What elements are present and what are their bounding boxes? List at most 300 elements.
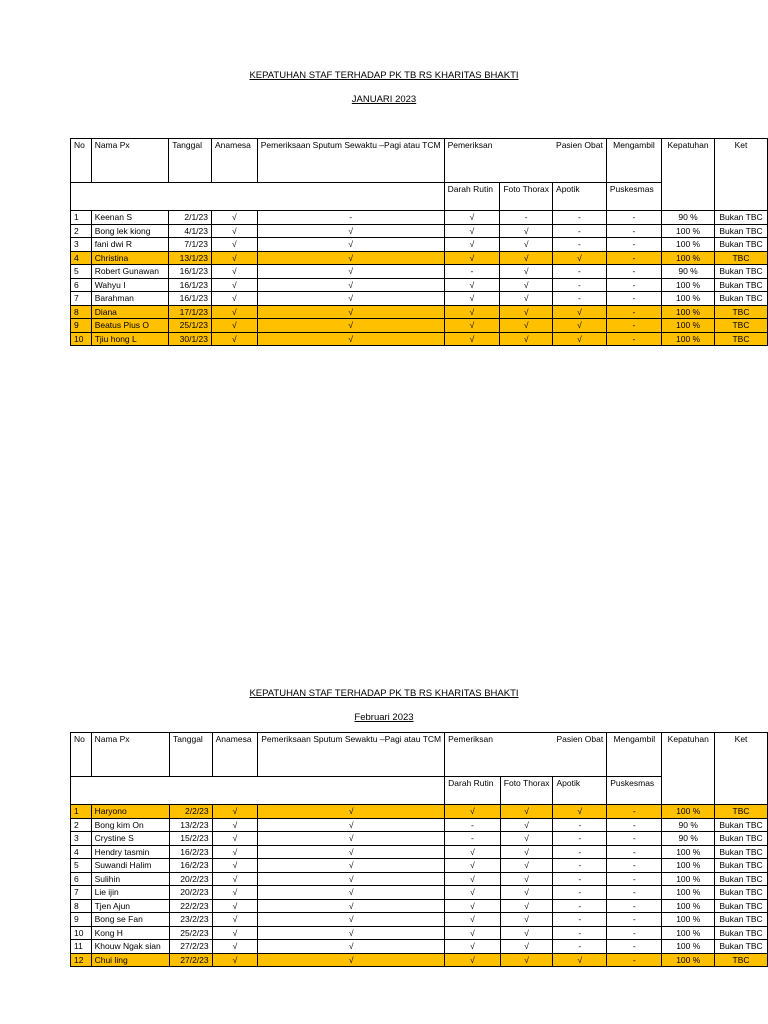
cell-nama: Crystine S (91, 832, 169, 846)
cell-no: 3 (71, 832, 92, 846)
cell-puskesmas: - (607, 940, 662, 954)
cell-nama: Christina (91, 251, 169, 265)
cell-no: 9 (71, 319, 92, 333)
header-no: No (71, 733, 92, 777)
header-mengambil: Mengambil (607, 733, 662, 777)
cell-darah-rutin: √ (444, 332, 500, 346)
cell-tanggal: 13/1/23 (169, 251, 212, 265)
cell-sputum: √ (258, 913, 445, 927)
cell-nama: Hendry tasmin (91, 845, 169, 859)
cell-puskesmas: - (607, 899, 662, 913)
section-1-title: KEPATUHAN STAF TERHADAP PK TB RS KHARITAS BHAKTI (249, 70, 519, 81)
header-anamesa: Anamesa (212, 139, 258, 183)
cell-kepatuhan: 90 % (662, 818, 715, 832)
cell-ket: Bukan TBC (714, 224, 767, 238)
cell-darah-rutin: √ (444, 278, 500, 292)
cell-anamesa: √ (212, 805, 258, 819)
cell-apotik: √ (553, 305, 607, 319)
cell-anamesa: √ (212, 872, 258, 886)
cell-darah-rutin: √ (445, 805, 501, 819)
cell-anamesa: √ (212, 886, 258, 900)
cell-no: 4 (71, 251, 92, 265)
cell-no: 5 (71, 859, 92, 873)
cell-tanggal: 27/2/23 (170, 940, 213, 954)
header-no: No (71, 139, 92, 183)
cell-kepatuhan: 100 % (662, 805, 715, 819)
cell-darah-rutin: √ (445, 926, 501, 940)
cell-anamesa: √ (212, 278, 258, 292)
cell-puskesmas: - (606, 319, 661, 333)
cell-kepatuhan: 100 % (662, 292, 715, 306)
cell-darah-rutin: √ (445, 899, 501, 913)
cell-nama: Suwandi Halim (91, 859, 169, 873)
table-row (71, 319, 768, 333)
header-sputum: Pemeriksaan Sputum Sewaktu –Pagi atau TCM (258, 733, 445, 777)
cell-ket: Bukan TBC (714, 292, 767, 306)
cell-no: 12 (71, 953, 92, 967)
cell-apotik: - (553, 926, 607, 940)
cell-tanggal: 20/2/23 (170, 886, 213, 900)
table-row (71, 832, 768, 846)
cell-kepatuhan: 100 % (662, 332, 715, 346)
cell-darah-rutin: √ (444, 238, 500, 252)
section-2-table (70, 732, 768, 967)
cell-apotik: - (553, 224, 607, 238)
cell-tanggal: 2/2/23 (170, 805, 213, 819)
cell-anamesa: √ (212, 224, 258, 238)
header-blank (71, 183, 445, 211)
table-row (71, 818, 768, 832)
cell-no: 8 (71, 899, 92, 913)
table-row (71, 332, 768, 346)
header-puskesmas: Puskesmas (606, 183, 661, 211)
cell-apotik: - (553, 886, 607, 900)
cell-tanggal: 25/1/23 (169, 319, 212, 333)
cell-puskesmas: - (607, 872, 662, 886)
cell-apotik: - (553, 832, 607, 846)
header-kepatuhan: Kepatuhan (662, 733, 715, 805)
cell-darah-rutin: √ (444, 305, 500, 319)
cell-kepatuhan: 100 % (662, 224, 715, 238)
cell-puskesmas: - (607, 845, 662, 859)
cell-foto-thorax: √ (500, 940, 553, 954)
cell-anamesa: √ (212, 211, 258, 225)
cell-foto-thorax: √ (500, 913, 553, 927)
cell-nama: Bong lek kiong (91, 224, 169, 238)
cell-nama: Bong se Fan (91, 913, 169, 927)
header-foto-thorax: Foto Thorax (500, 777, 553, 805)
cell-anamesa: √ (212, 319, 258, 333)
cell-apotik: - (553, 913, 607, 927)
header-apotik: Apotik (553, 183, 607, 211)
cell-anamesa: √ (212, 238, 258, 252)
cell-tanggal: 15/2/23 (170, 832, 213, 846)
section-1-table (70, 138, 768, 346)
header-foto-thorax: Foto Thorax (500, 183, 553, 211)
cell-puskesmas: - (607, 832, 662, 846)
cell-tanggal: 7/1/23 (169, 238, 212, 252)
cell-apotik: √ (553, 332, 607, 346)
table-row (71, 265, 768, 279)
table-row (71, 251, 768, 265)
cell-anamesa: √ (212, 265, 258, 279)
cell-kepatuhan: 100 % (662, 859, 715, 873)
table-row (71, 940, 768, 954)
cell-kepatuhan: 90 % (662, 832, 715, 846)
cell-apotik: - (553, 292, 607, 306)
table-row (71, 211, 768, 225)
cell-kepatuhan: 90 % (662, 265, 715, 279)
cell-sputum: √ (258, 886, 445, 900)
cell-kepatuhan: 100 % (662, 940, 715, 954)
cell-nama: Wahyu I (91, 278, 169, 292)
cell-ket: TBC (714, 305, 767, 319)
cell-ket: Bukan TBC (715, 845, 768, 859)
cell-puskesmas: - (607, 953, 662, 967)
cell-ket: Bukan TBC (714, 238, 767, 252)
cell-foto-thorax: √ (500, 805, 553, 819)
cell-nama: Beatus Pius O (91, 319, 169, 333)
cell-foto-thorax: √ (500, 818, 553, 832)
cell-anamesa: √ (212, 859, 258, 873)
cell-ket: TBC (715, 805, 768, 819)
table-row (71, 913, 768, 927)
cell-sputum: √ (257, 238, 444, 252)
cell-apotik: √ (553, 251, 607, 265)
cell-no: 1 (71, 805, 92, 819)
cell-apotik: √ (553, 319, 607, 333)
header-kepatuhan: Kepatuhan (662, 139, 715, 211)
cell-darah-rutin: √ (445, 940, 501, 954)
cell-darah-rutin: √ (445, 913, 501, 927)
cell-sputum: √ (257, 224, 444, 238)
header-sputum: Pemeriksaan Sputum Sewaktu –Pagi atau TCM (257, 139, 444, 183)
cell-tanggal: 27/2/23 (170, 953, 213, 967)
cell-apotik: - (553, 818, 607, 832)
cell-tanggal: 16/2/23 (170, 859, 213, 873)
table-row (71, 872, 768, 886)
cell-apotik: - (553, 940, 607, 954)
cell-nama: Barahman (91, 292, 169, 306)
cell-puskesmas: - (606, 292, 661, 306)
cell-nama: Tjiu hong L (91, 332, 169, 346)
cell-no: 7 (71, 886, 92, 900)
cell-sputum: √ (258, 872, 445, 886)
cell-no: 7 (71, 292, 92, 306)
cell-nama: Chui ling (91, 953, 169, 967)
cell-no: 5 (71, 265, 92, 279)
header-pemeriksan: Pemeriksan (445, 733, 553, 777)
cell-puskesmas: - (606, 251, 661, 265)
cell-darah-rutin: √ (445, 886, 501, 900)
cell-no: 2 (71, 224, 92, 238)
section-2-title: KEPATUHAN STAF TERHADAP PK TB RS KHARITAS BHAKTI (249, 688, 519, 699)
cell-ket: Bukan TBC (714, 211, 767, 225)
cell-anamesa: √ (212, 940, 258, 954)
cell-puskesmas: - (607, 859, 662, 873)
cell-puskesmas: - (606, 332, 661, 346)
cell-no: 2 (71, 818, 92, 832)
cell-darah-rutin: √ (444, 211, 500, 225)
cell-darah-rutin: √ (445, 953, 501, 967)
cell-sputum: √ (258, 818, 445, 832)
header-puskesmas: Puskesmas (607, 777, 662, 805)
cell-sputum: √ (258, 832, 445, 846)
table-row (71, 899, 768, 913)
cell-foto-thorax: √ (500, 872, 553, 886)
cell-nama: fani dwi R (91, 238, 169, 252)
cell-puskesmas: - (606, 224, 661, 238)
cell-no: 10 (71, 332, 92, 346)
cell-kepatuhan: 100 % (662, 305, 715, 319)
header-nama: Nama Px (91, 733, 169, 777)
cell-anamesa: √ (212, 818, 258, 832)
cell-tanggal: 23/2/23 (170, 913, 213, 927)
table-row (71, 859, 768, 873)
cell-anamesa: √ (212, 251, 258, 265)
header-darah-rutin: Darah Rutin (445, 777, 501, 805)
header-anamesa: Anamesa (212, 733, 258, 777)
cell-nama: Diana (91, 305, 169, 319)
header-mengambil: Mengambil (606, 139, 661, 183)
cell-apotik: √ (553, 805, 607, 819)
cell-anamesa: √ (212, 292, 258, 306)
cell-sputum: √ (257, 305, 444, 319)
cell-kepatuhan: 100 % (662, 926, 715, 940)
table-row (71, 305, 768, 319)
cell-anamesa: √ (212, 845, 258, 859)
cell-no: 1 (71, 211, 92, 225)
cell-foto-thorax: - (500, 211, 553, 225)
cell-kepatuhan: 100 % (662, 886, 715, 900)
header-ket: Ket (715, 733, 768, 805)
cell-nama: Bong kim On (91, 818, 169, 832)
section-1-month: JANUARI 2023 (351, 94, 417, 105)
header-ket: Ket (714, 139, 767, 211)
table-row (71, 278, 768, 292)
cell-sputum: √ (257, 319, 444, 333)
cell-ket: Bukan TBC (715, 818, 768, 832)
cell-foto-thorax: √ (500, 251, 553, 265)
cell-anamesa: √ (212, 332, 258, 346)
cell-sputum: √ (257, 332, 444, 346)
cell-nama: Haryono (91, 805, 169, 819)
cell-kepatuhan: 100 % (662, 278, 715, 292)
cell-foto-thorax: √ (500, 319, 553, 333)
cell-apotik: - (553, 211, 607, 225)
table-row (71, 805, 768, 819)
header-tanggal: Tanggal (170, 733, 213, 777)
table-row (71, 953, 768, 967)
cell-sputum: √ (258, 953, 445, 967)
cell-sputum: √ (257, 251, 444, 265)
cell-no: 6 (71, 278, 92, 292)
cell-apotik: - (553, 238, 607, 252)
cell-tanggal: 30/1/23 (169, 332, 212, 346)
cell-no: 8 (71, 305, 92, 319)
cell-puskesmas: - (606, 265, 661, 279)
cell-darah-rutin: √ (445, 872, 501, 886)
cell-darah-rutin: √ (445, 845, 501, 859)
cell-foto-thorax: √ (500, 238, 553, 252)
cell-ket: TBC (714, 319, 767, 333)
header-tanggal: Tanggal (169, 139, 212, 183)
cell-foto-thorax: √ (500, 292, 553, 306)
cell-anamesa: √ (212, 926, 258, 940)
cell-darah-rutin: √ (444, 319, 500, 333)
cell-puskesmas: - (607, 926, 662, 940)
cell-ket: TBC (715, 953, 768, 967)
cell-puskesmas: - (607, 818, 662, 832)
cell-puskesmas: - (606, 211, 661, 225)
header-nama: Nama Px (91, 139, 169, 183)
cell-tanggal: 16/1/23 (169, 292, 212, 306)
cell-ket: TBC (714, 251, 767, 265)
cell-apotik: - (553, 899, 607, 913)
cell-ket: Bukan TBC (715, 832, 768, 846)
cell-apotik: - (553, 278, 607, 292)
cell-tanggal: 2/1/23 (169, 211, 212, 225)
cell-darah-rutin: - (445, 818, 501, 832)
cell-sputum: √ (257, 292, 444, 306)
cell-kepatuhan: 100 % (662, 319, 715, 333)
cell-nama: Khouw Ngak sian (91, 940, 169, 954)
cell-apotik: - (553, 859, 607, 873)
cell-foto-thorax: √ (500, 305, 553, 319)
cell-ket: TBC (714, 332, 767, 346)
cell-nama: Tjen Ajun (91, 899, 169, 913)
table-row (71, 845, 768, 859)
cell-foto-thorax: √ (500, 832, 553, 846)
cell-puskesmas: - (607, 913, 662, 927)
cell-tanggal: 25/2/23 (170, 926, 213, 940)
cell-kepatuhan: 100 % (662, 251, 715, 265)
table-row (71, 926, 768, 940)
cell-nama: Keenan S (91, 211, 169, 225)
cell-nama: Kong H (91, 926, 169, 940)
cell-sputum: √ (258, 805, 445, 819)
cell-sputum: √ (258, 845, 445, 859)
cell-tanggal: 22/2/23 (170, 899, 213, 913)
cell-nama: Robert Gunawan (91, 265, 169, 279)
table-row (71, 886, 768, 900)
cell-no: 9 (71, 913, 92, 927)
header-pemeriksan: Pemeriksan (444, 139, 552, 183)
header-apotik: Apotik (553, 777, 607, 805)
cell-tanggal: 13/2/23 (170, 818, 213, 832)
cell-sputum: √ (257, 278, 444, 292)
cell-kepatuhan: 100 % (662, 953, 715, 967)
cell-darah-rutin: √ (444, 224, 500, 238)
cell-tanggal: 4/1/23 (169, 224, 212, 238)
cell-ket: Bukan TBC (714, 265, 767, 279)
cell-foto-thorax: √ (500, 899, 553, 913)
cell-darah-rutin: - (444, 265, 500, 279)
cell-foto-thorax: √ (500, 265, 553, 279)
cell-apotik: - (553, 872, 607, 886)
cell-foto-thorax: √ (500, 278, 553, 292)
cell-foto-thorax: √ (500, 859, 553, 873)
header-darah-rutin: Darah Rutin (444, 183, 500, 211)
cell-ket: Bukan TBC (715, 940, 768, 954)
cell-anamesa: √ (212, 913, 258, 927)
cell-anamesa: √ (212, 305, 258, 319)
cell-foto-thorax: √ (500, 953, 553, 967)
cell-puskesmas: - (606, 305, 661, 319)
cell-kepatuhan: 90 % (662, 211, 715, 225)
cell-nama: Lie ijin (91, 886, 169, 900)
cell-ket: Bukan TBC (715, 926, 768, 940)
cell-foto-thorax: √ (500, 926, 553, 940)
cell-ket: Bukan TBC (715, 913, 768, 927)
cell-no: 10 (71, 926, 92, 940)
cell-darah-rutin: √ (445, 859, 501, 873)
cell-darah-rutin: √ (444, 251, 500, 265)
cell-sputum: √ (258, 899, 445, 913)
cell-sputum: √ (258, 926, 445, 940)
cell-no: 4 (71, 845, 92, 859)
cell-foto-thorax: √ (500, 224, 553, 238)
cell-nama: Sulihin (91, 872, 169, 886)
cell-kepatuhan: 100 % (662, 845, 715, 859)
cell-anamesa: √ (212, 832, 258, 846)
section-2-month: Februari 2023 (354, 712, 414, 723)
cell-apotik: - (553, 265, 607, 279)
cell-foto-thorax: √ (500, 886, 553, 900)
cell-tanggal: 16/1/23 (169, 278, 212, 292)
cell-sputum: √ (257, 265, 444, 279)
cell-kepatuhan: 100 % (662, 899, 715, 913)
cell-darah-rutin: - (445, 832, 501, 846)
cell-ket: Bukan TBC (715, 899, 768, 913)
cell-no: 6 (71, 872, 92, 886)
cell-tanggal: 16/2/23 (170, 845, 213, 859)
header-pasien-obat: Pasien Obat (553, 139, 607, 183)
cell-sputum: √ (258, 940, 445, 954)
cell-puskesmas: - (606, 278, 661, 292)
cell-tanggal: 17/1/23 (169, 305, 212, 319)
cell-foto-thorax: √ (500, 845, 553, 859)
cell-foto-thorax: √ (500, 332, 553, 346)
cell-puskesmas: - (606, 238, 661, 252)
cell-no: 11 (71, 940, 92, 954)
cell-ket: Bukan TBC (714, 278, 767, 292)
cell-kepatuhan: 100 % (662, 238, 715, 252)
cell-apotik: √ (553, 953, 607, 967)
cell-puskesmas: - (607, 886, 662, 900)
cell-darah-rutin: √ (444, 292, 500, 306)
table-row (71, 238, 768, 252)
cell-ket: Bukan TBC (715, 859, 768, 873)
table-row (71, 224, 768, 238)
cell-anamesa: √ (212, 953, 258, 967)
cell-puskesmas: - (607, 805, 662, 819)
cell-apotik: - (553, 845, 607, 859)
cell-kepatuhan: 100 % (662, 913, 715, 927)
cell-kepatuhan: 100 % (662, 872, 715, 886)
cell-no: 3 (71, 238, 92, 252)
cell-sputum: √ (258, 859, 445, 873)
header-pasien-obat: Pasien Obat (553, 733, 607, 777)
cell-ket: Bukan TBC (715, 886, 768, 900)
cell-sputum: - (257, 211, 444, 225)
cell-anamesa: √ (212, 899, 258, 913)
cell-ket: Bukan TBC (715, 872, 768, 886)
header-blank (71, 777, 445, 805)
cell-tanggal: 20/2/23 (170, 872, 213, 886)
cell-tanggal: 16/1/23 (169, 265, 212, 279)
table-row (71, 292, 768, 306)
